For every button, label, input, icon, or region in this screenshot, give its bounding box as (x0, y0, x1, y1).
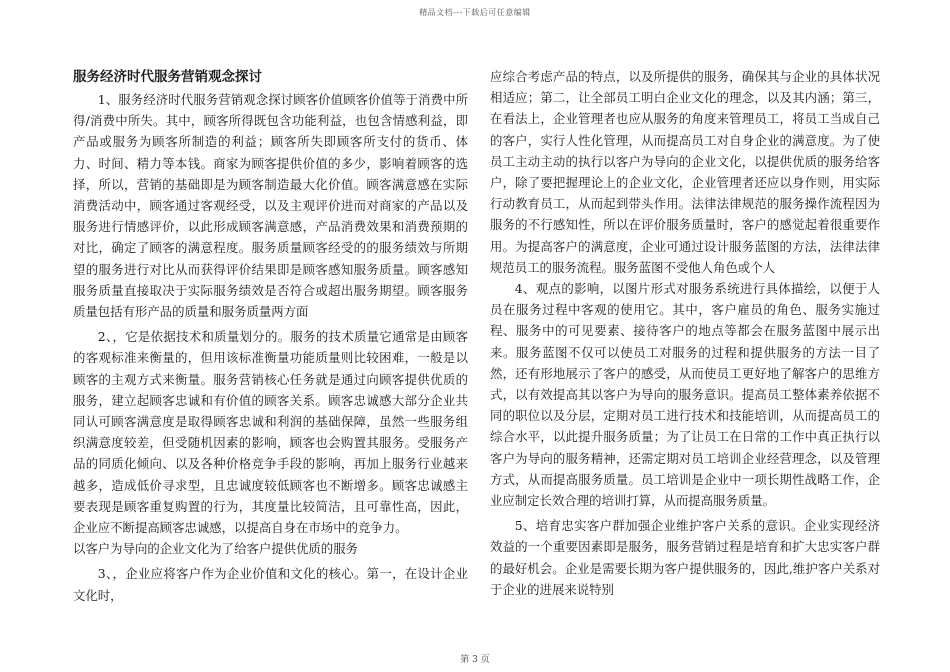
paragraph-1: 1、服务经济时代服务营销观念探讨顾客价值顾客价值等于消费中所得/消费中所失。其中，顾客所得既包含功能利益，也包含情感利益，即产品或服务为顾客所制造的利益；顾客所失即顾客所支付的货币、体力、时间、精力等本钱。商家为顾客提供价值的多少，影响着顾客的选择，所以，营销的基础即是为顾客制造最大化价值。顾客满意感在实际消费活动中，顾客通过客观经受，以及主观评价进而对商家的产品以及服务进行情感评价，以此形成顾客满意感，产品消费效果和消费预期的对比，确定了顾客的满意程度。服务质量顾客经受的的服务绩效与所期望的服务进行对比从而获得评价结果即是顾客感知服务质量。顾客感知服务质量直接取决于实际服务绩效是否符合或超出服务期望。顾客服务质量包括有形产品的质量和服务质量两方面 (73, 92, 468, 320)
document-title: 服务经济时代服务营销观念探讨 (73, 69, 262, 85)
paragraph-6: 4、观点的影响，以图片形式对服务系统进行具体描绘，以便于人员在服务过程中客观的使用它。其中，客户雇员的角色、服务实施过程、服务中的可见要素、接待客户的地点等都会在服务蓝图中展示出来。服务蓝图不仅可以使员工对服务的过程和提供服务的方法一目了然，还有形地展示了客户的感受，从而使员工更好地了解客户的思维方式，以有效提高其以客户为导向的服务意识。提高员工整体素养依据不同的职位以及分层，定期对员工进行技术和技能培训，从而提高员工的综合水平，以此提升服务质量；为了让员工在日常的工作中真正执行以客户为导向的服务精神，还需定期对员工培训企业经营理念，以及管理方式，从而提高服务质量。员工培训是企业中一项长期性战略工作，企业应制定长效合理的培训打算，从而提高服务质量。 (490, 281, 880, 509)
header-note: 精品文档---下载后可任意编辑 (419, 8, 531, 17)
paragraph-3: 以客户为导向的企业文化为了给客户提供优质的服务 (73, 541, 358, 557)
page-number: 第 3 页 (460, 655, 490, 665)
paragraph-7: 5、培育忠实客户群加强企业维护客户关系的意识。企业实现经济效益的一个重要因素即是服务，服务营销过程是培育和扩大忠实客户群的最好机会。企业是需要长期为客户提供服务的，因此,维护客户关系对于企业的进展来说特别 (490, 518, 880, 597)
paragraph-4: 3、，企业应将客户作为企业价值和文化的核心。第一，在设计企业文化时， (73, 566, 468, 603)
paragraph-2: 2、，它是依据技术和质量划分的。服务的技术质量它通常是由顾客的客观标准来衡量的，但用该标准衡量功能质量则比较困难，一般是以顾客的主观方式来衡量。服务营销核心任务就是通过向顾客提供优质的服务，建立起顾客忠诚和有价值的顾客关系。顾客忠诚感大部分企业共同认可顾客满意度是取得顾客忠诚和利润的基础保障，虽然一些服务组织满意度较差，但受随机因素的影响，顾客也会购置其服务。受服务产品的同质化倾向、以及各种价格竞争手段的影响，再加上服务行业越来越多，造成低价寻求型，且忠诚度较低顾客也不断增多。顾客忠诚感主要表现是顾客重复购置的行为，其度量比较简洁，且可靠性高，因此，企业应不断提高顾客忠诚感，以提高自身在市场中的竞争力。 (73, 329, 468, 536)
right-column (490, 66, 880, 600)
paragraph-5: 应综合考虑产品的特点，以及所提供的服务，确保其与企业的具体状况相适应；第二，让全部员工明白企业文化的理念，以及其内涵；第三，在看法上，企业管理者也应从服务的角度来管理员工，将员工当成自己的客户，实行人性化管理，从而提高员工对自身企业的满意度。为了使员工主动主动的执行以客户为导向的企业文化，以提供优质的服务给客户，除了要把握理论上的企业文化，企业管理者还应以身作则，用实际行动教育员工，从而起到带头作用。法律法律规范的服务操作流程因为服务的不行感知性，所以在评价服务质量时，客户的感觉起着很重要作用。为提高客户的满意度，企业可通过设计服务蓝图的方法，法律法律规范员工的服务流程。服务蓝图不受他人角色或个人 (490, 69, 880, 275)
left-column (73, 66, 468, 606)
